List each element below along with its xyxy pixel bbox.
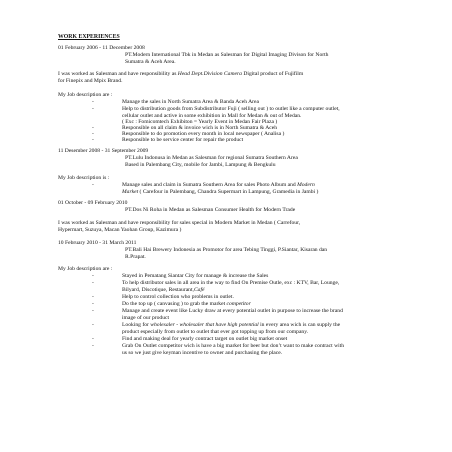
- job3-position-line1: PT.Dos Ni Roha in Medan as Salesman Consumer Health for Modern Trade: [125, 207, 296, 213]
- job4-bullet: Grab On Outlet competitor wich is have a big market for beer but don’t want to make contract with: [122, 343, 345, 349]
- bullet-dash: -: [92, 125, 94, 131]
- job3-dates: 01 October - 09 February 2010: [58, 200, 128, 206]
- job4-bullet: Help to control collection who problems in outlet.: [122, 294, 234, 300]
- job4-bullet-continued: product especially from outlet to outlet that ever got topping up from our company.: [122, 329, 309, 335]
- job2-desc-label: My Job description is :: [58, 175, 110, 181]
- job4-bullet: Stayed in Pematang Siantar City for manage & increase the Sales: [122, 273, 269, 279]
- job1-bullet: Responsible to be service center for repair the product: [122, 137, 244, 143]
- job1-bullet-continued: cellular outlet and active in some exhibition in Mall for Medan & out of Medan.: [122, 113, 302, 119]
- bullet-dash: -: [92, 294, 94, 300]
- job2-dates: 11 Desember 2008 - 31 September 2009: [58, 148, 149, 154]
- job1-bullet: Responsible to do promotion every month in local newspaper ( Analisa ): [122, 131, 285, 137]
- bullet-dash: -: [92, 322, 94, 328]
- bullet-dash: -: [92, 137, 94, 143]
- job1-bullet-continued: ( Exc : Fomicomtech Exhibiton = Yearly Event in Medan Fair Plaza ): [122, 119, 278, 125]
- job4-bullet-continued: Bilyard, Discotique, Restaurant,Café: [122, 287, 205, 293]
- bullet-dash: -: [92, 131, 94, 137]
- job1-desc-label: My Job description are :: [58, 92, 113, 98]
- job4-bullet: Manage and create event like Lucky draw at every potential outlet in purpose to increase the brand: [122, 308, 343, 314]
- bullet-dash: -: [92, 301, 94, 307]
- job4-bullet-continued: us so we just give keyman incentive to owner and purchasing the place.: [122, 350, 283, 356]
- job4-position-line2: R.Prapat.: [125, 254, 146, 260]
- job1-dates: 01 February 2006 - 11 December 2008: [58, 45, 145, 51]
- job2-bullet-line2: Market ( Carefour in Palembang, Chandra Supermart in Lampung, Gramedia in Jambi ): [122, 189, 319, 195]
- bullet-dash: -: [92, 336, 94, 342]
- section-heading: WORK EXPERIENCES: [58, 34, 120, 40]
- job1-position-line2: Sumatra & Aceh Area.: [125, 59, 176, 65]
- job4-desc-label: My Job description are :: [58, 266, 113, 272]
- job2-bullet-line1: Manage sales and claim in Sumatra Southern Area for sales Photo Album and Modern: [122, 182, 315, 188]
- job1-bullet: Help to distribution goods from Subdistributor Fuji ( selling out ) to outlet like a computer outlet,: [122, 106, 340, 112]
- job1-position-line1: PT.Modern International Tbk in Medan as Salesman for Digital Imaging Divison for North: [125, 52, 329, 58]
- job4-position-line1: PT.Bali Hai Brewery Indonesia as Promotor for area Tebing Tinggi, P.Siantar, Kisaran dan: [125, 247, 328, 253]
- job4-bullet: Do the top up ( canvasing ) to grab the market competitor: [122, 301, 251, 307]
- job1-bullet: Responsible on all claim & invoice wich is in North Sumatra & Aceh: [122, 125, 278, 131]
- job4-bullet: Find and making deal for yearly contract target on outlet big market onset: [122, 336, 288, 342]
- job4-bullet-continued: image of our product: [122, 315, 170, 321]
- job3-summary-line2: Hypermart, Suzuya, Macan Yaohan Group, Kazimura ): [58, 227, 182, 233]
- bullet-dash: -: [92, 280, 94, 286]
- bullet-dash: -: [92, 99, 94, 105]
- job4-bullet: To help distributor sales in all area in the way to find On Premise Outle, exc : KTV, Bar, Lounge,: [122, 280, 340, 286]
- job4-dates: 10 February 2010 - 31 March 2011: [58, 240, 137, 246]
- job1-summary-line1: I was worked as Salesman and have responsibility as Head Dept.Division Camera Digital product of Fujifilm: [58, 71, 304, 77]
- bullet-dash: -: [92, 308, 94, 314]
- job3-summary-line1: I was worked as Salesman and have responsibility for sales special in Modern Market in Medan ( Carrefour,: [58, 220, 301, 226]
- bullet-dash: -: [92, 182, 94, 188]
- bullet-dash: -: [92, 106, 94, 112]
- job1-summary-line2: for Finepix and Mpix Brand.: [58, 78, 123, 84]
- job4-bullet: Looking for wholesaler - wholesaler that have high potential in every area wich is can supply the: [122, 322, 341, 328]
- bullet-dash: -: [92, 273, 94, 279]
- job1-bullet: Manage the sales in North Sumatra Area & Banda Aceh Area: [122, 99, 260, 105]
- bullet-dash: -: [92, 343, 94, 349]
- job2-position-line2: Based in Palembang City, mobile for Jambi, Lampung & Bengkulu: [125, 162, 276, 168]
- job2-position-line1: PT.Lulu Indonusa in Medan as Salesman for regional Sumatra Southern Area: [125, 155, 298, 161]
